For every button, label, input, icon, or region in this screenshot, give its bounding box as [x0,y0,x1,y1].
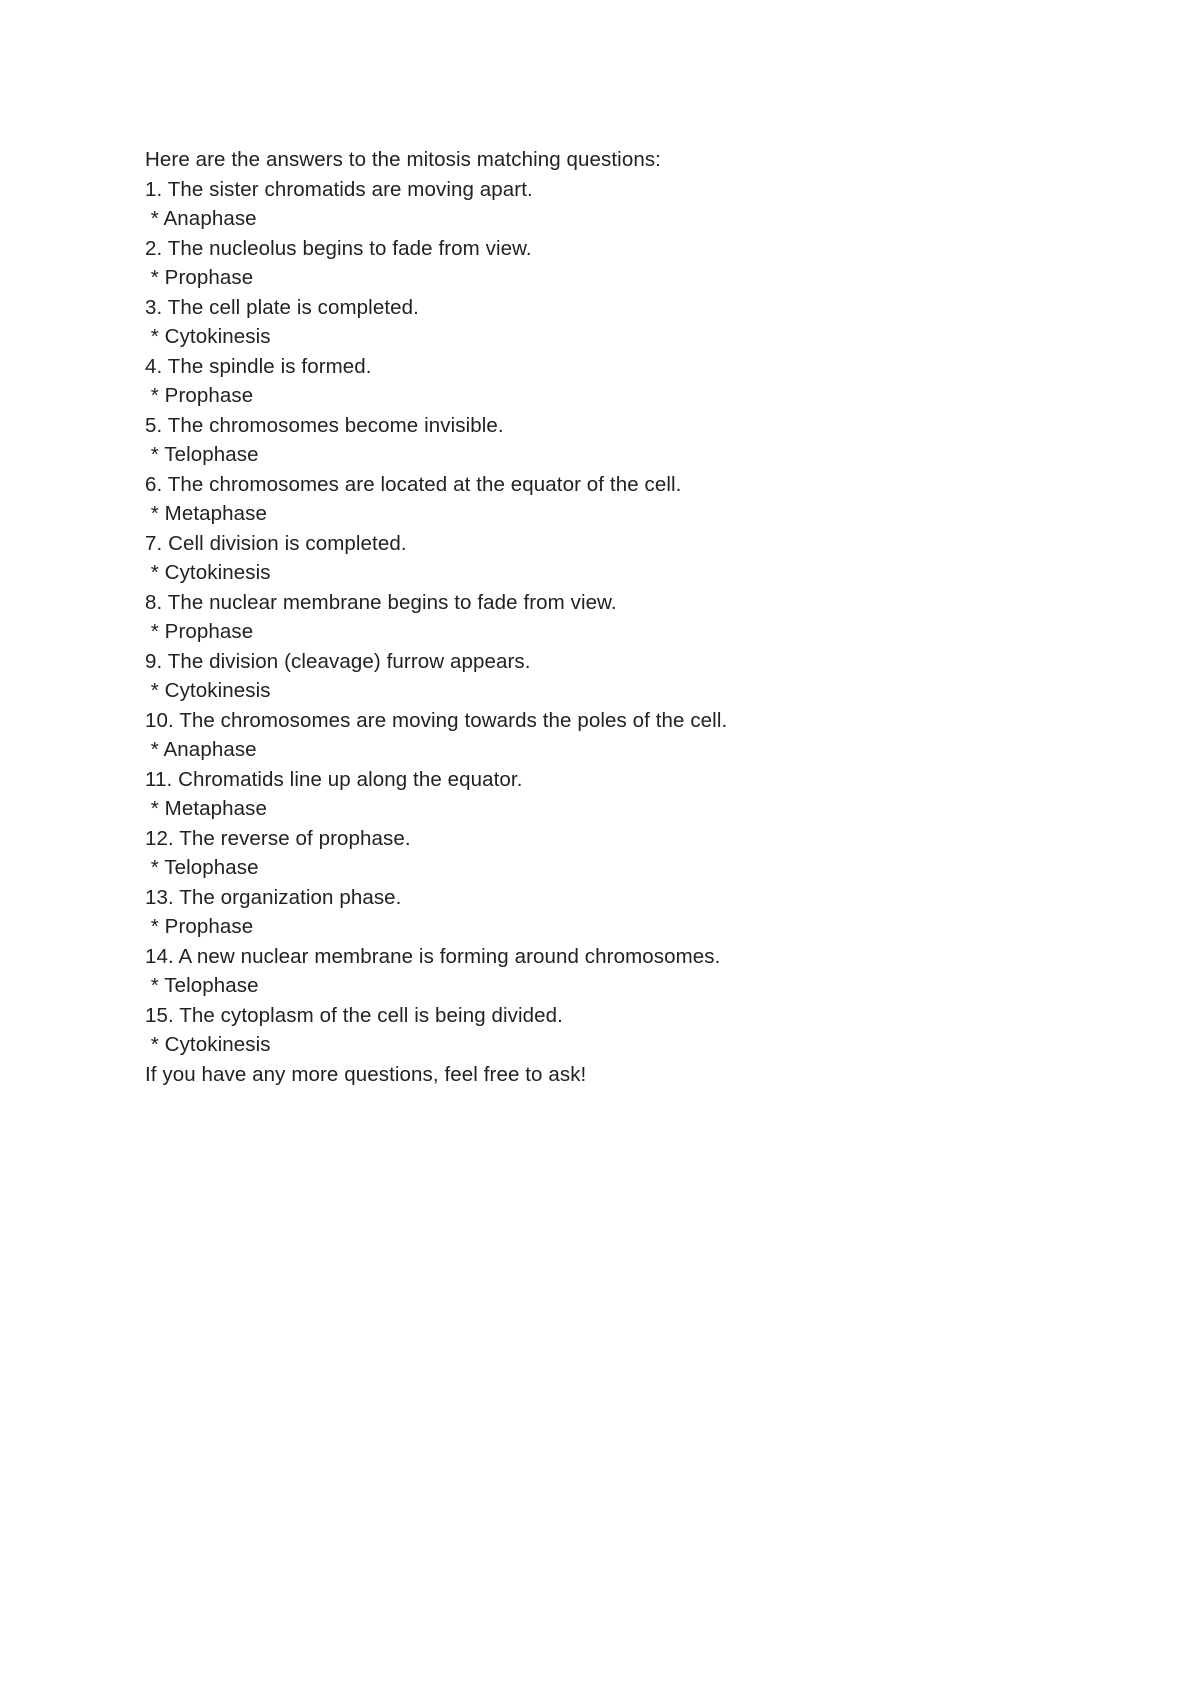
answer-10: * Anaphase [145,738,257,761]
question-8: 8. The nuclear membrane begins to fade from view. [145,590,617,614]
question-13: 13. The organization phase. [145,885,402,909]
question-12: 12. The reverse of prophase. [145,826,411,850]
answer-8: * Prophase [145,620,254,643]
document-body [145,145,1105,1089]
answer-3: * Cytokinesis [145,325,271,348]
question-1: 1. The sister chromatids are moving apart. [145,177,533,201]
answer-2: * Prophase [145,266,254,289]
answer-11: * Metaphase [145,797,267,820]
question-15: 15. The cytoplasm of the cell is being divided. [145,1003,563,1027]
question-10: 10. The chromosomes are moving towards the poles of the cell. [145,708,728,732]
answer-5: * Telophase [145,443,259,466]
question-2: 2. The nucleolus begins to fade from view. [145,236,532,260]
answer-13: * Prophase [145,915,254,938]
question-5: 5. The chromosomes become invisible. [145,413,504,437]
answer-7: * Cytokinesis [145,561,271,584]
answer-4: * Prophase [145,384,254,407]
answer-12: * Telophase [145,856,259,879]
intro-text: Here are the answers to the mitosis matching questions: [145,148,661,171]
question-6: 6. The chromosomes are located at the equator of the cell. [145,472,682,496]
answer-15: * Cytokinesis [145,1033,271,1056]
answer-9: * Cytokinesis [145,679,271,702]
question-3: 3. The cell plate is completed. [145,295,419,319]
answer-1: * Anaphase [145,207,257,230]
question-7: 7. Cell division is completed. [145,531,407,555]
question-4: 4. The spindle is formed. [145,354,372,378]
question-14: 14. A new nuclear membrane is forming around chromosomes. [145,944,721,968]
closing-text: If you have any more questions, feel free to ask! [145,1062,587,1086]
answer-6: * Metaphase [145,502,267,525]
question-9: 9. The division (cleavage) furrow appears. [145,649,531,673]
answer-14: * Telophase [145,974,259,997]
question-11: 11. Chromatids line up along the equator. [145,767,523,791]
